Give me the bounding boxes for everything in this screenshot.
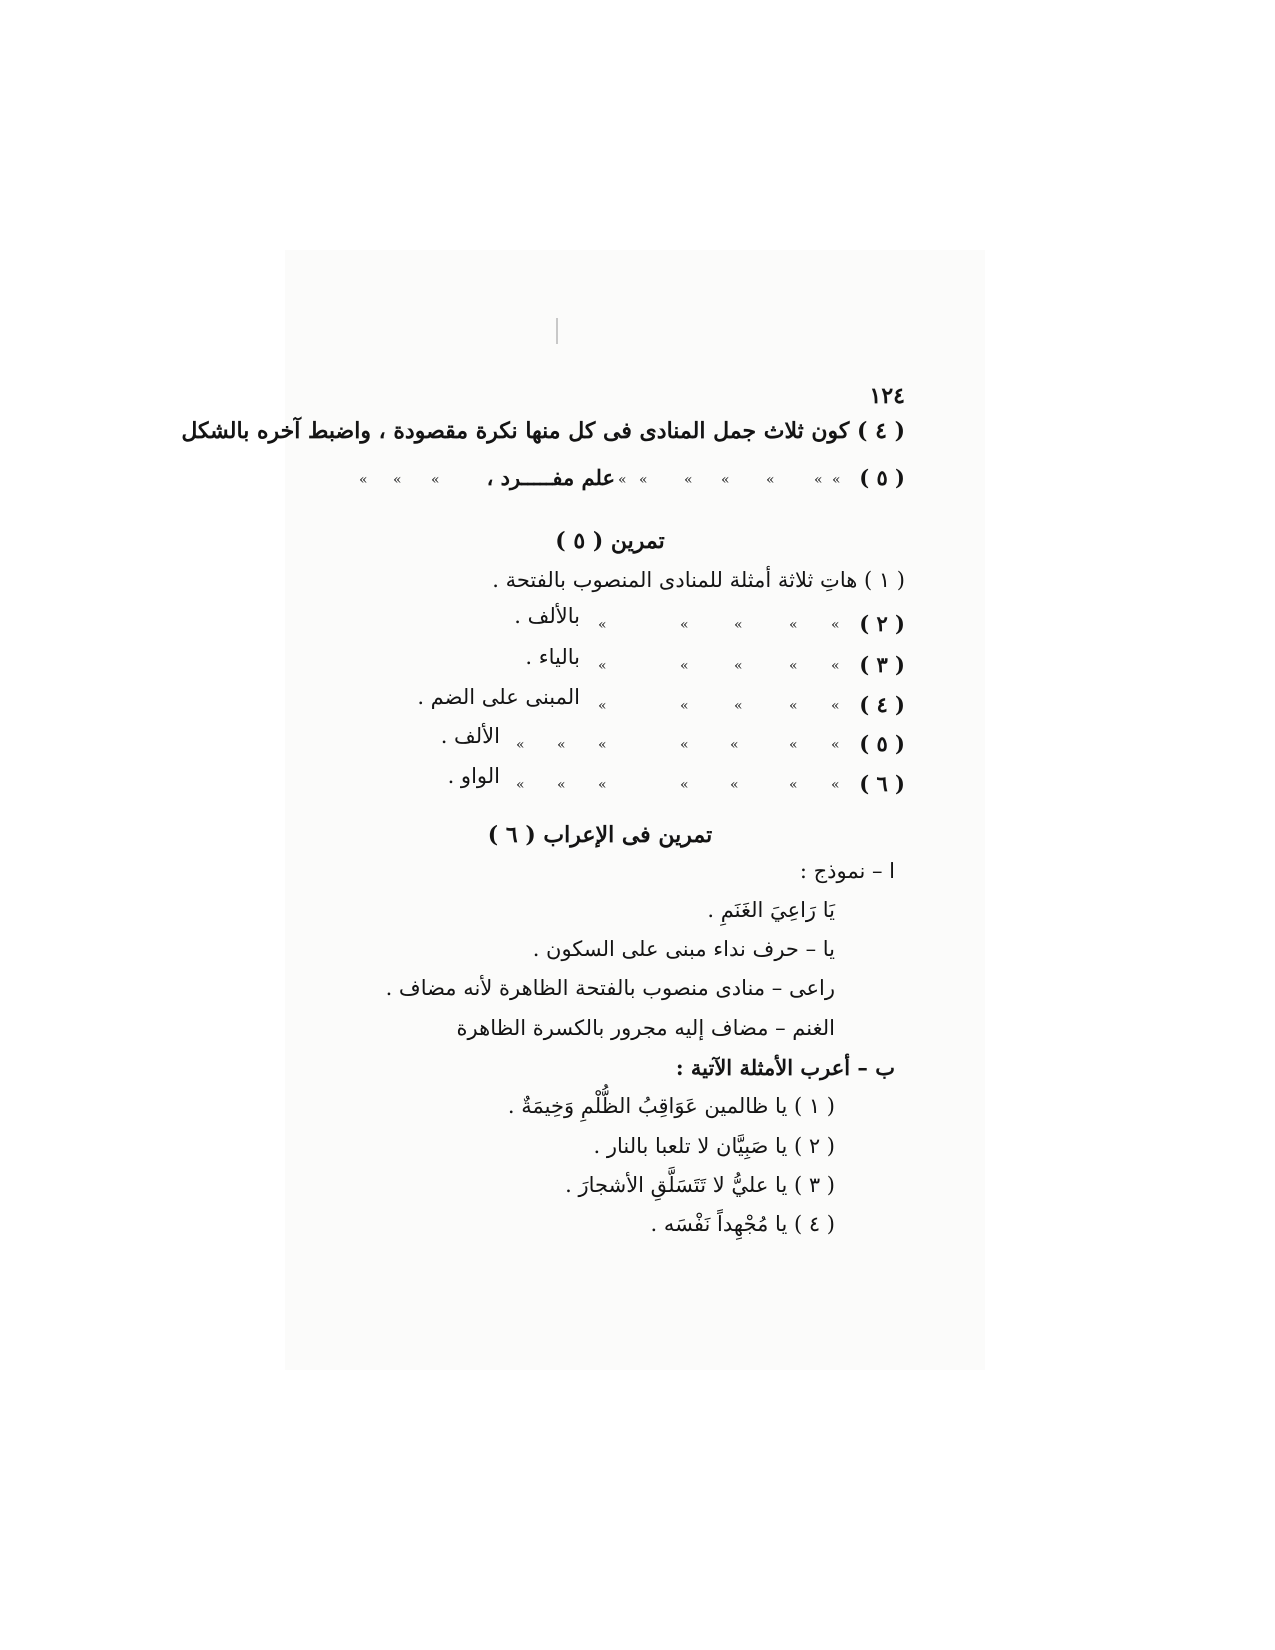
ditto-mark: « — [789, 698, 798, 714]
exercise-6-question-3: ( ٣ ) يا عليُّ لا تَتَسَلَّقِ الأشجارَ . — [565, 1173, 835, 1197]
ditto-mark: « — [831, 658, 840, 674]
ditto-mark: « — [598, 777, 607, 793]
ditto-mark: « — [832, 472, 841, 488]
ditto-mark: « — [680, 658, 689, 674]
item-number: ( ٥ ) — [859, 731, 905, 756]
line5-number: ( ٥ ) — [859, 465, 905, 490]
exercise-5-title: تمرين ( ٥ ) — [555, 528, 665, 554]
ditto-mark: « — [516, 777, 525, 793]
ditto-mark: « — [831, 698, 840, 714]
ditto-mark: « — [618, 472, 627, 488]
parse-line-1: يا – حرف نداء مبنى على السكون . — [532, 937, 835, 961]
ditto-mark: « — [557, 777, 566, 793]
scan-mark — [556, 318, 558, 344]
ditto-mark: « — [789, 737, 798, 753]
ditto-mark: « — [831, 617, 840, 633]
ditto-mark: « — [814, 472, 823, 488]
ditto-mark: « — [734, 617, 743, 633]
ditto-mark: « — [831, 737, 840, 753]
ditto-mark: « — [393, 472, 402, 488]
model-label: ا – نموذج : — [799, 859, 895, 883]
ditto-mark: « — [598, 658, 607, 674]
ditto-mark: « — [680, 737, 689, 753]
ditto-mark: « — [721, 472, 730, 488]
page-number: ١٢٤ — [869, 383, 905, 409]
ditto-mark: « — [598, 617, 607, 633]
model-example: يَا رَاعِيَ الغَنَمِ . — [707, 898, 835, 922]
item-ending: الواو . — [447, 764, 500, 788]
ditto-mark: « — [684, 472, 693, 488]
exercise-5-item-1: ( ١ ) هاتِ ثلاثة أمثلة للمنادى المنصوب بالفتحة . — [492, 568, 905, 592]
item-ending: بالألف . — [514, 604, 580, 628]
item-number: ( ٢ ) — [859, 611, 905, 636]
exercise-6-question-1: ( ١ ) يا ظالمين عَوَاقِبُ الظُّلْمِ وَخِيمَةٌ . — [507, 1094, 835, 1118]
line5-label: علم مفـــــرد ، — [486, 465, 615, 490]
exercise-6-question-4: ( ٤ ) يا مُجْهِداً نَفْسَه . — [650, 1212, 835, 1236]
item-number: ( ٦ ) — [859, 771, 905, 796]
ditto-mark: « — [680, 617, 689, 633]
ditto-mark: « — [789, 617, 798, 633]
ditto-mark: « — [789, 658, 798, 674]
item-number: ( ٤ ) — [859, 692, 905, 717]
ditto-mark: « — [734, 698, 743, 714]
ditto-mark: « — [734, 658, 743, 674]
ditto-mark: « — [516, 737, 525, 753]
ditto-mark: « — [359, 472, 368, 488]
ditto-mark: « — [431, 472, 440, 488]
parse-line-2: راعى – منادى منصوب بالفتحة الظاهرة لأنه مضاف . — [385, 976, 835, 1000]
exercise-line-4: ( ٤ ) كون ثلاث جمل المنادى فى كل منها نكرة مقصودة ، واضبط آخره بالشكل — [181, 418, 905, 444]
item-ending: الألف . — [440, 724, 500, 748]
ditto-mark: « — [730, 737, 739, 753]
ditto-mark: « — [831, 777, 840, 793]
ditto-mark: « — [680, 698, 689, 714]
item-ending: المبنى على الضم . — [417, 685, 580, 709]
ditto-mark: « — [680, 777, 689, 793]
item-ending: بالياء . — [525, 645, 580, 669]
parse-line-3: الغنم – مضاف إليه مجرور بالكسرة الظاهرة — [456, 1016, 835, 1040]
exercise-6-question-2: ( ٢ ) يا صَبِيَّان لا تلعبا بالنار . — [593, 1134, 835, 1158]
item-number: ( ٣ ) — [859, 652, 905, 677]
ditto-mark: « — [730, 777, 739, 793]
ditto-mark: « — [766, 472, 775, 488]
ditto-mark: « — [598, 737, 607, 753]
ditto-mark: « — [639, 472, 648, 488]
ditto-mark: « — [598, 698, 607, 714]
ditto-mark: « — [789, 777, 798, 793]
ditto-mark: « — [557, 737, 566, 753]
exercise-6-title: تمرين فى الإعراب ( ٦ ) — [487, 822, 713, 848]
section-b-heading: ب – أعرب الأمثلة الآتية : — [675, 1055, 895, 1080]
